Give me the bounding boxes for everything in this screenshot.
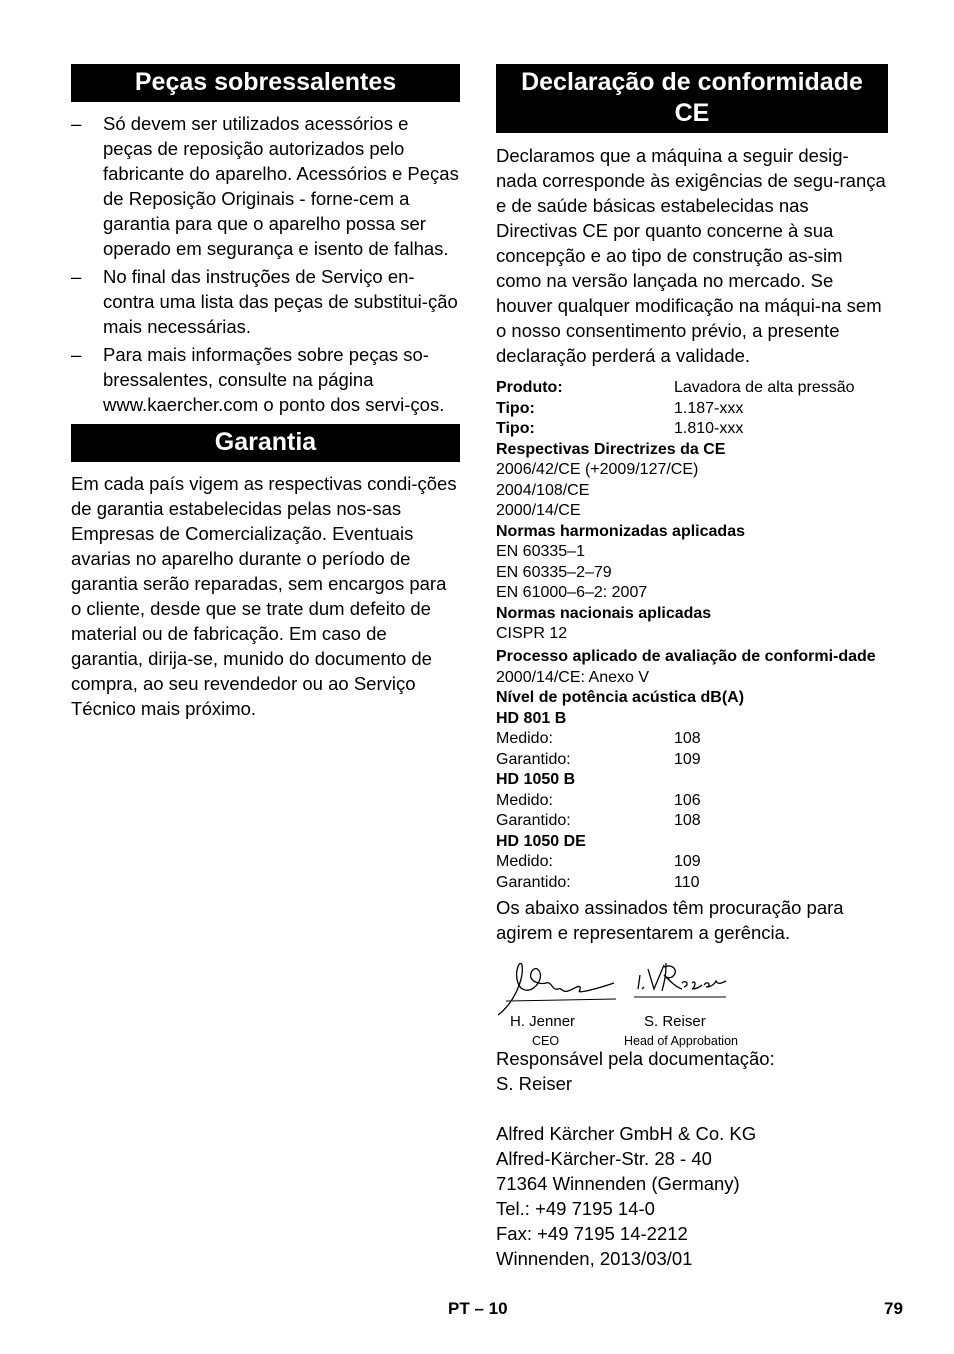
address-line: Fax: +49 7195 14-2212 <box>496 1223 688 1244</box>
type-row: Tipo: 1.810-xxx <box>496 420 744 437</box>
dash-marker: – <box>71 113 82 134</box>
signatures-image <box>496 957 756 1017</box>
footer-section-page: PT – 10 <box>448 1299 508 1318</box>
standard-line: EN 60335–1 <box>496 543 585 560</box>
responsible-name: S. Reiser <box>496 1073 573 1094</box>
declaration-intro: Declaramos que a máquina a seguir desig-nada corresponde às exigências de segu-rança e de saúde básicas estabelecidas nas Directivas CE por quanto concerne à sua concepção e ao tipo de construção as-sim como na versão lançada no mercado. Se houver qualquer modificação na máqui-na sem o nosso consentimento prévio, a presente declaração perderá a validade. <box>496 145 886 366</box>
directive-line: 2000/14/CE <box>496 502 581 519</box>
model-name: HD 1050 B <box>496 771 576 788</box>
national-title: Normas nacionais aplicadas <box>496 604 712 622</box>
address-line: Tel.: +49 7195 14-0 <box>496 1198 655 1219</box>
standard-line: EN 61000–6–2: 2007 <box>496 584 648 601</box>
address-line: Alfred Kärcher GmbH & Co. KG <box>496 1123 757 1144</box>
address-line: Alfred-Kärcher-Str. 28 - 40 <box>496 1148 712 1169</box>
spare-parts-heading: Peças sobressalentes <box>71 64 460 102</box>
spec-block <box>496 378 888 893</box>
left-column <box>71 64 460 721</box>
company-address <box>496 1121 888 1271</box>
standard-line: CISPR 12 <box>496 625 568 642</box>
process-title: Processo aplicado de avaliação de conformi-dade <box>496 647 876 665</box>
conformity-heading: Declaração de conformidade CE <box>496 64 888 133</box>
directive-line: 2006/42/CE (+2009/127/CE) <box>496 461 699 478</box>
list-item: – No final das instruções de Serviço en-contra uma lista das peças de substitui-ção mais necessárias. <box>71 266 458 337</box>
signatories-text: Os abaixo assinados têm procuração para agirem e representarem a gerência. <box>496 897 844 943</box>
jenner-signature <box>498 963 614 1015</box>
model-name: HD 1050 DE <box>496 832 586 850</box>
signer-name: H. Jenner <box>510 1013 576 1030</box>
right-column <box>496 64 888 1271</box>
address-line: Winnenden, 2013/03/01 <box>496 1248 693 1269</box>
warranty-text: Em cada país vigem as respectivas condi-ções de garantia estabelecidas pelas nos-sas Empresas de Comercialização. Eventuais avarias no aparelho durante o período de garantia serão reparadas, sem encargos para o cliente, desde que se trate dum defeito de material ou de fabricação. Em caso de garantia, dirija-se, munido do documento de compra, ao seu revendedor ou ao Serviço Técnico mais próximo. <box>71 473 457 719</box>
model-name: HD 801 B <box>496 709 567 727</box>
guaranteed-row: Garantido: 109 <box>496 750 701 768</box>
list-item: – Só devem ser utilizados acessórios e peças de reposição autorizados pelo fabricante do aparelho. Acessórios e Peças de Reposição Originais - forne-cem a garantia para que o aparelho possa ser operado em segurança e isento de falhas. <box>71 113 459 259</box>
reiser-signature <box>638 963 726 991</box>
signatures <box>496 957 888 1048</box>
dash-marker: – <box>71 344 82 365</box>
warranty-heading: Garantia <box>71 424 460 462</box>
guaranteed-row: Garantido: 110 <box>496 873 700 891</box>
signer-role: CEO <box>532 1034 560 1048</box>
directive-line: 2004/108/CE <box>496 481 590 499</box>
dash-marker: – <box>71 266 82 287</box>
list-item: – Para mais informações sobre peças so-bressalentes, consulte na página www.kaercher.com o ponto dos servi-ços. <box>71 344 445 415</box>
page-number: 79 <box>884 1299 903 1318</box>
measured-row: Medido: 109 <box>496 853 701 870</box>
product-row: Produto: Lavadora de alta pressão <box>496 379 855 396</box>
measured-row: Medido: 106 <box>496 791 701 809</box>
jenner-underline <box>506 999 616 1001</box>
measured-row: Medido: 108 <box>496 730 701 747</box>
sound-title: Nível de potência acústica dB(A) <box>496 689 745 706</box>
type-row: Tipo: 1.187-xxx <box>496 399 744 417</box>
signer-role: Head of Approbation <box>624 1034 738 1048</box>
spare-parts-list <box>71 111 460 417</box>
signer-name: S. Reiser <box>644 1013 706 1030</box>
process-line: 2000/14/CE: Anexo V <box>496 668 649 686</box>
standard-line: EN 60335–2–79 <box>496 563 612 581</box>
guaranteed-row: Garantido: 108 <box>496 812 701 829</box>
responsible-label: Responsável pela documentação: <box>496 1048 775 1069</box>
harmonized-title: Normas harmonizadas aplicadas <box>496 522 745 540</box>
directives-title: Respectivas Directrizes da CE <box>496 440 726 458</box>
address-line: 71364 Winnenden (Germany) <box>496 1173 740 1194</box>
